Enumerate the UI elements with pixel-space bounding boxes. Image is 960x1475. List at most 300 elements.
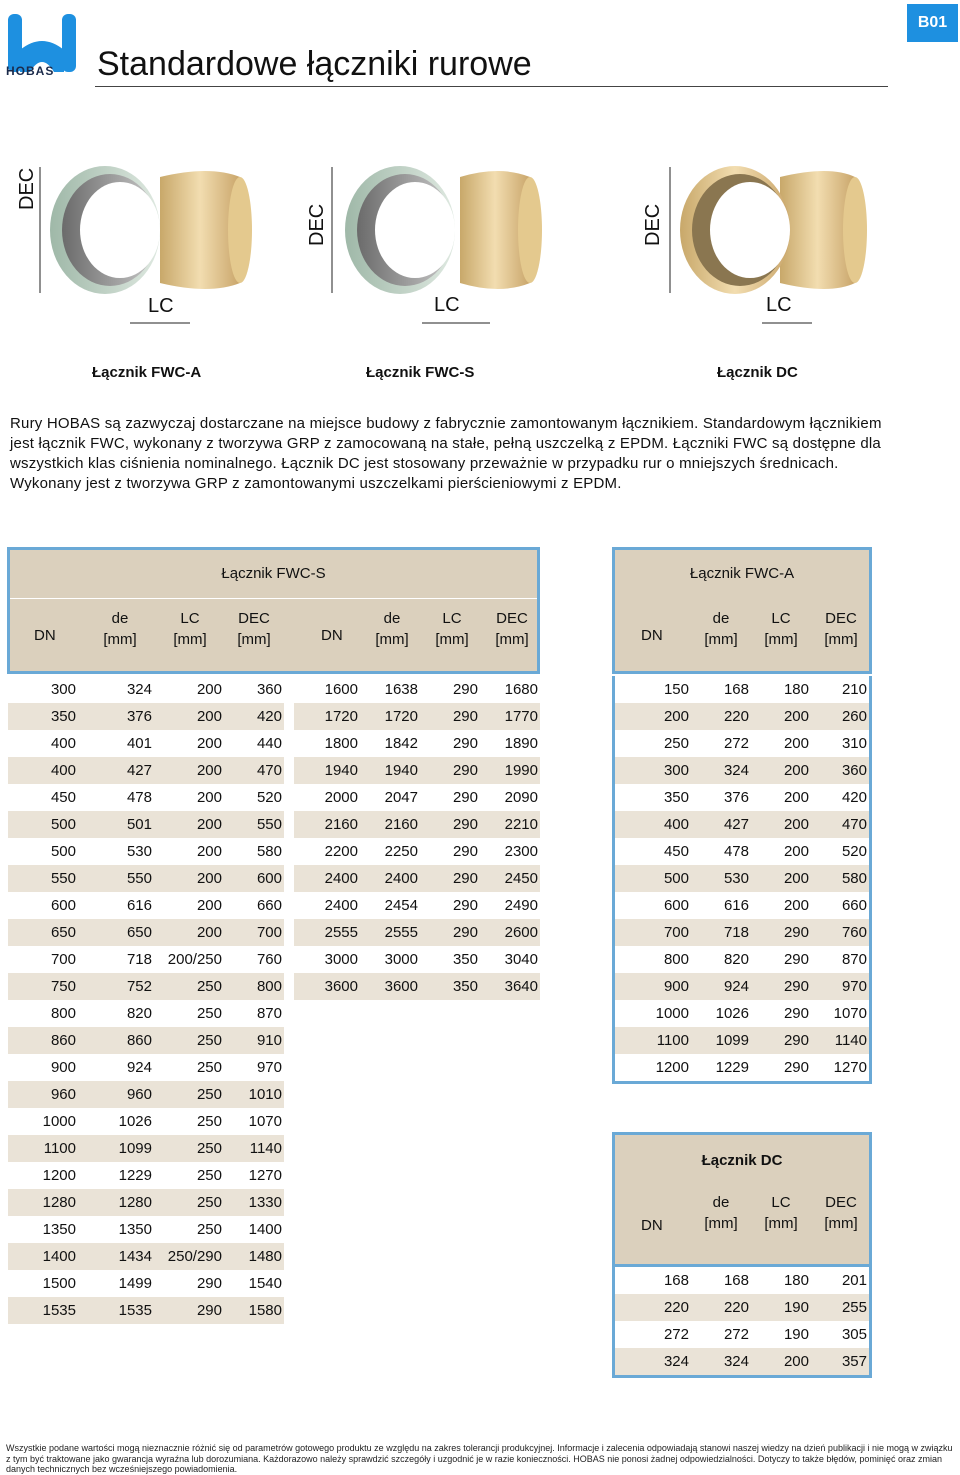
table-row (8, 703, 284, 730)
table-row (8, 1000, 284, 1027)
table-cell: 250 (196, 1059, 222, 1076)
table-row (8, 1297, 284, 1324)
table-row (8, 1270, 284, 1297)
table-cell: 290 (196, 1275, 222, 1292)
table-cell: 290 (452, 735, 478, 752)
table-cell: 290 (452, 897, 478, 914)
table-cell: 970 (256, 1059, 282, 1076)
table-cell: 2454 (384, 897, 418, 914)
table-cell: 2555 (360, 919, 420, 946)
table-row (8, 676, 284, 703)
table-cell: 324 (691, 757, 751, 784)
table-cell: 970 (811, 973, 869, 1000)
table-cell: 870 (256, 1005, 282, 1022)
table-row (8, 1108, 284, 1135)
table-row (294, 730, 540, 757)
table-cell: 210 (841, 681, 867, 698)
table-cell: 1400 (8, 1243, 78, 1270)
fwc-s-title: Łącznik FWC-S (221, 565, 326, 582)
table-cell: 1940 (360, 757, 420, 784)
table-cell: 530 (126, 843, 152, 860)
table-cell: 450 (50, 789, 76, 806)
table-cell: 1350 (42, 1221, 76, 1238)
table-cell: 650 (78, 919, 154, 946)
table-cell: 500 (615, 865, 691, 892)
table-cell: 324 (691, 1348, 751, 1375)
table-cell: 1535 (8, 1297, 78, 1324)
table-cell: 1070 (833, 1005, 867, 1022)
table-cell: 2160 (360, 811, 420, 838)
table-cell: 200 (751, 703, 811, 730)
table-row (615, 676, 869, 703)
table-cell: 1680 (504, 681, 538, 698)
fwc-a-col-de-unit: [mm] (704, 631, 738, 648)
col-dec (234, 608, 274, 650)
fwc-a-col-de-label: de (712, 610, 730, 627)
table-cell: 1842 (384, 735, 418, 752)
table-cell: 1229 (715, 1059, 749, 1076)
dc-col-lc-unit: [mm] (764, 1215, 798, 1232)
table-cell: 250 (154, 1135, 224, 1162)
table-cell: 760 (256, 951, 282, 968)
col-lc-2 (432, 608, 472, 650)
footer-disclaimer: Wszystkie podane wartości mogą nieznacznie różnić się od parametrów gotowego produktu ze względu na zakres tolerancji produkcyjnej. Informacje i zalecenia odpowiadają stanowi naszej wiedzy na dzień publikacji i nie mogą w związku z tym być traktowane jako gwarancja wyraźna lub dorozumiana. Każdorazowo należy sprawdzić szczegóły i uzgodnić je w razie konieczności. HOBAS nie ponosi żadnej odpowiedzialności. Dotyczy to także błędów, pominięć oraz zmian danych technicznych bez wcześniejszego powiadomienia. (6, 1443, 953, 1474)
table-cell: 1100 (615, 1027, 691, 1054)
table-cell: 500 (8, 811, 78, 838)
table-row (615, 811, 869, 838)
fwc-s-table-right (294, 676, 540, 1000)
table-cell: 200 (751, 1348, 811, 1375)
table-cell: 200/250 (167, 951, 222, 968)
table-cell: 400 (8, 757, 78, 784)
table-cell: 200 (154, 865, 224, 892)
fwc-s-col-headers (10, 600, 537, 672)
table-cell: 3600 (294, 973, 360, 1000)
table-cell: 290 (154, 1297, 224, 1324)
table-cell: 2160 (294, 811, 360, 838)
col-de-2 (372, 608, 412, 650)
table-cell: 200 (751, 865, 811, 892)
table-cell: 718 (126, 951, 152, 968)
table-cell: 600 (50, 897, 76, 914)
table-row (615, 703, 869, 730)
table-row (294, 946, 540, 973)
table-cell: 1638 (384, 681, 418, 698)
table-row (8, 1189, 284, 1216)
table-cell: 1990 (480, 757, 540, 784)
table-cell: 600 (224, 865, 284, 892)
table-cell: 250 (154, 1189, 224, 1216)
table-row (8, 946, 284, 973)
table-cell: 800 (224, 973, 284, 1000)
table-cell: 2400 (360, 865, 420, 892)
table-cell: 290 (420, 757, 480, 784)
table-cell: 650 (8, 919, 78, 946)
table-cell: 1229 (118, 1167, 152, 1184)
table-cell: 450 (663, 843, 689, 860)
table-row (615, 757, 869, 784)
table-cell: 660 (841, 897, 867, 914)
table-cell: 3000 (324, 951, 358, 968)
table-cell: 3000 (384, 951, 418, 968)
table-cell: 910 (224, 1027, 284, 1054)
table-cell: 3600 (360, 973, 420, 1000)
table-cell: 290 (751, 973, 811, 1000)
table-cell: 1720 (360, 703, 420, 730)
table-cell: 580 (811, 865, 869, 892)
dc-col-lc (761, 1192, 801, 1234)
table-row (8, 1027, 284, 1054)
table-row (615, 838, 869, 865)
table-cell: 401 (126, 735, 152, 752)
table-cell: 478 (126, 789, 152, 806)
table-cell: 1070 (248, 1113, 282, 1130)
table-cell: 2200 (324, 843, 358, 860)
fwc-a-col-de (701, 608, 741, 650)
table-row (8, 1054, 284, 1081)
table-cell: 2047 (384, 789, 418, 806)
table-cell: 1350 (118, 1221, 152, 1238)
fwc-a-col-dec-unit: [mm] (824, 631, 858, 648)
table-cell: 376 (723, 789, 749, 806)
table-row (294, 703, 540, 730)
fwc-s-table-left (8, 676, 284, 1324)
table-cell: 1140 (811, 1027, 869, 1054)
table-cell: 600 (663, 897, 689, 914)
table-row (8, 1216, 284, 1243)
col-de-unit: [mm] (103, 631, 137, 648)
table-cell: 200 (154, 811, 224, 838)
table-row (8, 784, 284, 811)
table-row (8, 919, 284, 946)
table-cell: 700 (50, 951, 76, 968)
dim-dec-dc: DEC (642, 203, 664, 246)
table-row (615, 973, 869, 1000)
table-cell: 400 (615, 811, 691, 838)
dim-dec-fwc-a: DEC (16, 167, 38, 210)
dim-lc-dc: LC (766, 294, 792, 316)
table-cell: 310 (841, 735, 867, 752)
table-cell: 1200 (655, 1059, 689, 1076)
table-cell: 820 (723, 951, 749, 968)
table-cell: 290 (783, 951, 809, 968)
table-cell: 200 (154, 757, 224, 784)
table-cell: 820 (126, 1005, 152, 1022)
table-row (615, 1321, 869, 1348)
table-cell: 250 (154, 1027, 224, 1054)
table-cell: 427 (78, 757, 154, 784)
fwc-a-col-lc-label: LC (771, 610, 791, 627)
table-cell: 860 (78, 1027, 154, 1054)
table-cell: 760 (811, 919, 869, 946)
table-row (8, 892, 284, 919)
col-dec-unit-2: [mm] (495, 631, 529, 648)
table-cell: 250 (196, 1221, 222, 1238)
table-cell: 290 (452, 681, 478, 698)
table-row (615, 1348, 869, 1375)
table-row (294, 838, 540, 865)
table-cell: 1270 (248, 1167, 282, 1184)
table-row (615, 1054, 869, 1081)
table-cell: 200 (783, 897, 809, 914)
table-cell: 200 (615, 703, 691, 730)
table-cell: 420 (841, 789, 867, 806)
table-cell: 1770 (480, 703, 540, 730)
fwc-s-header-rule (10, 598, 537, 599)
dc-col-headers (615, 1184, 869, 1264)
caption-dc: Łącznik DC (717, 364, 798, 381)
dc-col-dn: DN (641, 1217, 663, 1234)
table-cell: 1100 (8, 1135, 78, 1162)
table-cell: 200 (196, 843, 222, 860)
table-cell: 220 (691, 703, 751, 730)
table-row (615, 1294, 869, 1321)
table-cell: 1026 (715, 1005, 749, 1022)
caption-fwc-s: Łącznik FWC-S (366, 364, 475, 381)
table-cell: 924 (126, 1059, 152, 1076)
table-cell: 290 (783, 1005, 809, 1022)
table-cell: 200 (196, 789, 222, 806)
table-cell: 290 (783, 1059, 809, 1076)
table-cell: 2250 (384, 843, 418, 860)
table-cell: 550 (224, 811, 284, 838)
fwc-a-col-dec-label: DEC (825, 610, 857, 627)
table-cell: 300 (50, 681, 76, 698)
table-cell: 1200 (42, 1167, 76, 1184)
table-cell: 250 (663, 735, 689, 752)
col-de-unit-2: [mm] (375, 631, 409, 648)
table-row (8, 1243, 284, 1270)
table-cell: 220 (615, 1294, 691, 1321)
table-cell: 1010 (224, 1081, 284, 1108)
table-row (8, 865, 284, 892)
table-cell: 360 (811, 757, 869, 784)
table-cell: 1890 (504, 735, 538, 752)
table-cell: 324 (126, 681, 152, 698)
table-row (615, 1027, 869, 1054)
table-cell: 1434 (78, 1243, 154, 1270)
table-row (8, 838, 284, 865)
table-cell: 1540 (248, 1275, 282, 1292)
table-cell: 357 (811, 1348, 869, 1375)
table-cell: 500 (50, 843, 76, 860)
table-cell: 250/290 (154, 1243, 224, 1270)
table-cell: 470 (811, 811, 869, 838)
table-cell: 530 (691, 865, 751, 892)
table-cell: 1270 (833, 1059, 867, 1076)
table-cell: 272 (723, 1326, 749, 1343)
col-dec-label: DEC (238, 610, 270, 627)
table-cell: 2400 (324, 897, 358, 914)
col-dec-2 (492, 608, 532, 650)
table-row (615, 892, 869, 919)
table-row (294, 865, 540, 892)
table-row (294, 757, 540, 784)
col-lc-unit: [mm] (173, 631, 207, 648)
table-cell: 924 (691, 973, 751, 1000)
table-row (615, 946, 869, 973)
title-divider (95, 86, 888, 87)
description-text: Rury HOBAS są zazwyczaj dostarczane na miejsce budowy z fabrycznie zamontowanym łącznikiem. Standardowym łącznikiem jest łącznik FWC, wykonany z tworzywa GRP z zamocowaną na stałe, pełną uszczelką z EPDM. Łączniki FWC są dostępne dla wszystkich klas ciśnienia nominalnego. Łącznik DC jest stosowany przeważnie w przypadku rur o mniejszych średnicach. Wykonany jest z tworzywa GRP z zamontowanymi uszczelkami pierścieniowymi z EPDM. (10, 415, 882, 492)
table-cell: 290 (452, 789, 478, 806)
table-cell: 660 (256, 897, 282, 914)
fwc-a-col-lc-unit: [mm] (764, 631, 798, 648)
table-cell: 2450 (480, 865, 540, 892)
table-row (8, 757, 284, 784)
fwc-a-col-lc (761, 608, 801, 650)
table-cell: 2090 (504, 789, 538, 806)
table-cell: 2555 (294, 919, 360, 946)
table-cell: 260 (811, 703, 869, 730)
col-lc-unit-2: [mm] (435, 631, 469, 648)
table-cell: 870 (841, 951, 867, 968)
table-row (8, 1162, 284, 1189)
table-cell: 2210 (480, 811, 540, 838)
table-cell: 190 (783, 1326, 809, 1343)
table-cell: 427 (691, 811, 751, 838)
table-cell: 1026 (118, 1113, 152, 1130)
table-cell: 350 (663, 789, 689, 806)
table-row (615, 919, 869, 946)
table-cell: 272 (663, 1326, 689, 1343)
table-cell: 200 (783, 789, 809, 806)
table-cell: 900 (50, 1059, 76, 1076)
table-cell: 1280 (78, 1189, 154, 1216)
table-row (294, 811, 540, 838)
table-cell: 1099 (691, 1027, 751, 1054)
table-cell: 168 (723, 1272, 749, 1289)
dc-col-de (701, 1192, 741, 1234)
table-cell: 1140 (224, 1135, 284, 1162)
table-cell: 800 (50, 1005, 76, 1022)
col-de-label: de (111, 610, 129, 627)
table-cell: 200 (196, 735, 222, 752)
fwc-a-col-headers (615, 600, 869, 672)
table-cell: 350 (420, 973, 480, 1000)
table-cell: 190 (751, 1294, 811, 1321)
table-cell: 960 (8, 1081, 78, 1108)
table-row (615, 1267, 869, 1294)
table-cell: 2400 (294, 865, 360, 892)
table-cell: 290 (420, 811, 480, 838)
table-cell: 1940 (294, 757, 360, 784)
table-cell: 200 (783, 735, 809, 752)
table-cell: 1330 (224, 1189, 284, 1216)
dc-col-dec-unit: [mm] (824, 1215, 858, 1232)
table-row (615, 865, 869, 892)
table-cell: 800 (663, 951, 689, 968)
table-cell: 520 (256, 789, 282, 806)
table-cell: 168 (663, 1272, 689, 1289)
table-cell: 350 (8, 703, 78, 730)
table-cell: 1000 (655, 1005, 689, 1022)
table-cell: 324 (615, 1348, 691, 1375)
table-cell: 250 (196, 1167, 222, 1184)
table-cell: 752 (78, 973, 154, 1000)
fwc-a-drawing (40, 166, 252, 323)
table-cell: 3640 (480, 973, 540, 1000)
table-cell: 200 (196, 897, 222, 914)
col-de (100, 608, 140, 650)
fwc-a-col-dn: DN (641, 627, 663, 644)
table-cell: 250 (196, 1113, 222, 1130)
logo-text: HOBAS (6, 64, 55, 78)
table-row (294, 676, 540, 703)
table-cell: 900 (615, 973, 691, 1000)
table-cell: 200 (154, 919, 224, 946)
dc-col-dec-label: DEC (825, 1194, 857, 1211)
dim-lc-fwc-s: LC (434, 294, 460, 316)
table-cell: 255 (811, 1294, 869, 1321)
col-dec-label-2: DEC (496, 610, 528, 627)
table-cell: 290 (420, 703, 480, 730)
dc-table (612, 1267, 872, 1378)
page-title: Standardowe łączniki rurowe (97, 45, 532, 83)
caption-fwc-a: Łącznik FWC-A (92, 364, 202, 381)
col-lc-label: LC (180, 610, 200, 627)
table-cell: 616 (723, 897, 749, 914)
table-cell: 220 (691, 1294, 751, 1321)
table-cell: 1280 (8, 1189, 78, 1216)
dc-col-dec (821, 1192, 861, 1234)
table-cell: 700 (224, 919, 284, 946)
table-cell: 360 (256, 681, 282, 698)
table-cell: 180 (783, 1272, 809, 1289)
table-cell: 250 (154, 973, 224, 1000)
table-cell: 400 (50, 735, 76, 752)
table-cell: 250 (196, 1005, 222, 1022)
table-cell: 290 (751, 1027, 811, 1054)
dim-lc-fwc-a: LC (148, 295, 174, 317)
col-de-label-2: de (383, 610, 401, 627)
table-cell: 2490 (504, 897, 538, 914)
table-cell: 300 (615, 757, 691, 784)
table-cell: 550 (78, 865, 154, 892)
fwc-a-col-dec (821, 608, 861, 650)
table-cell: 750 (8, 973, 78, 1000)
table-cell: 376 (78, 703, 154, 730)
table-cell: 1480 (224, 1243, 284, 1270)
table-cell: 2000 (324, 789, 358, 806)
table-cell: 616 (126, 897, 152, 914)
dc-col-de-label: de (712, 1194, 730, 1211)
table-cell: 290 (452, 843, 478, 860)
col-lc-label-2: LC (442, 610, 462, 627)
table-row (615, 1000, 869, 1027)
table-row (294, 919, 540, 946)
table-cell: 150 (663, 681, 689, 698)
fwc-a-table (612, 676, 872, 1084)
table-cell: 200 (196, 681, 222, 698)
table-cell: 1720 (294, 703, 360, 730)
table-cell: 2600 (480, 919, 540, 946)
table-cell: 420 (224, 703, 284, 730)
table-row (8, 973, 284, 1000)
table-cell: 501 (78, 811, 154, 838)
col-dn-2: DN (321, 627, 343, 644)
fwc-a-title: Łącznik FWC-A (689, 565, 795, 582)
table-cell: 200 (783, 843, 809, 860)
col-dec-unit: [mm] (237, 631, 271, 648)
dc-col-lc-label: LC (771, 1194, 791, 1211)
table-cell: 180 (783, 681, 809, 698)
table-cell: 960 (78, 1081, 154, 1108)
table-cell: 440 (256, 735, 282, 752)
table-cell: 1099 (78, 1135, 154, 1162)
table-cell: 1499 (118, 1275, 152, 1292)
table-cell: 3040 (504, 951, 538, 968)
table-cell: 290 (420, 919, 480, 946)
